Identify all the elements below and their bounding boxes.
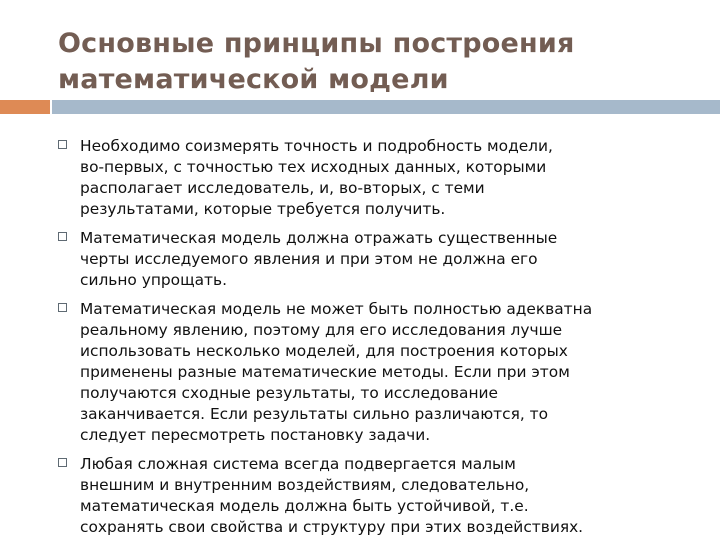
bullet-text	[80, 228, 708, 291]
bullet-line: Необходимо соизмерять точность и подробность модели,	[80, 137, 553, 155]
bullet-line: получаются сходные результаты, то исследование	[80, 384, 499, 402]
bullet-line: заканчивается. Если результаты сильно различаются, то	[80, 405, 549, 423]
bullet-line: результатами, которые требуется получить.	[80, 200, 446, 218]
bullet-line: следует пересмотреть постановку задачи.	[80, 426, 431, 444]
bullet-line: сохранять свои свойства и структуру при этих воздействиях.	[80, 518, 584, 536]
bullet-line: использовать несколько моделей, для построения которых	[80, 342, 568, 360]
bullet-line: во-первых, с точностью тех исходных данных, которыми	[80, 158, 547, 176]
slide-title	[58, 26, 698, 98]
bullet-list	[58, 136, 708, 546]
bullet-line: применены разные математические методы. Если при этом	[80, 363, 570, 381]
square-bullet-icon	[58, 303, 67, 312]
title-divider-bar	[52, 100, 720, 114]
slide-title-line: Основные принципы построения	[58, 28, 575, 59]
bullet-item	[58, 454, 708, 538]
bullet-line: Любая сложная система всегда подвергается малым	[80, 455, 516, 473]
slide-title-line: математической модели	[58, 64, 449, 95]
bullet-line: реальному явлению, поэтому для его исследования лучше	[80, 321, 563, 339]
bullet-line: располагает исследователь, и, во-вторых, с теми	[80, 179, 485, 197]
bullet-text	[80, 299, 708, 446]
bullet-line: математическая модель должна быть устойчивой, т.е.	[80, 497, 529, 515]
bullet-text	[80, 454, 708, 538]
bullet-line: Математическая модель не может быть полностью адекватна	[80, 300, 593, 318]
square-bullet-icon	[58, 232, 67, 241]
square-bullet-icon	[58, 140, 67, 149]
bullet-text	[80, 136, 708, 220]
bullet-line: сильно упрощать.	[80, 271, 227, 289]
bullet-item	[58, 228, 708, 291]
bullet-item	[58, 299, 708, 446]
title-accent-bar	[0, 100, 50, 114]
bullet-line: черты исследуемого явления и при этом не должна его	[80, 250, 538, 268]
bullet-line: Математическая модель должна отражать существенные	[80, 229, 558, 247]
bullet-item	[58, 136, 708, 220]
bullet-line: внешним и внутренним воздействиям, следовательно,	[80, 476, 530, 494]
square-bullet-icon	[58, 458, 67, 467]
